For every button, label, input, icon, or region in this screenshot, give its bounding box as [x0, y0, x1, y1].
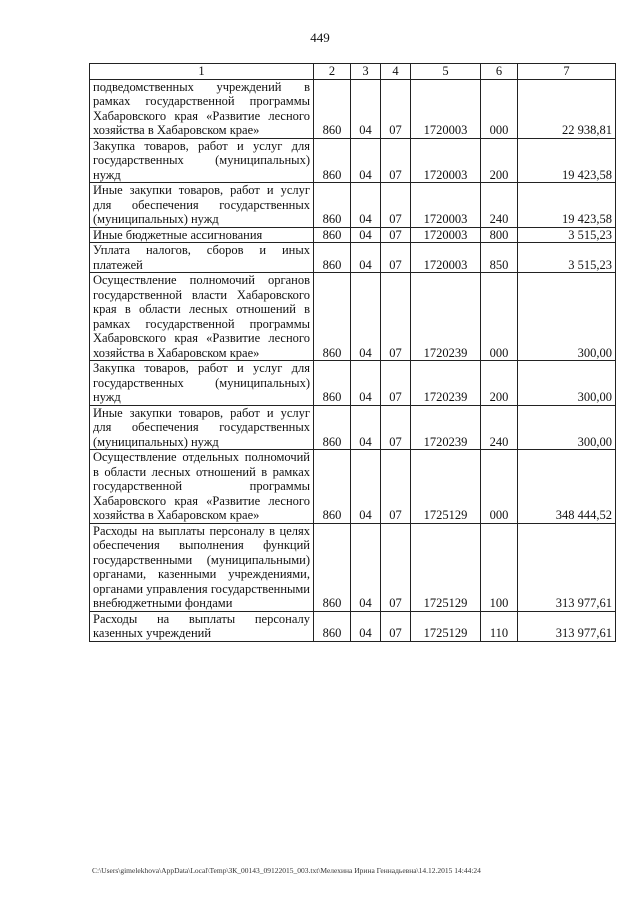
expense-name: Расходы на выплаты персоналу в целях обеспечения выполнения функций государственными (муниципальными) органами, казенными учреждениями, органами управления государственными внебюджетными фондами: [90, 523, 314, 611]
column-header: 2: [314, 64, 351, 80]
section-code: 04: [351, 523, 381, 611]
target-item-code: 1725129: [411, 450, 481, 524]
ministry-code: 860: [314, 138, 351, 183]
column-header: 3: [351, 64, 381, 80]
expense-name: Иные закупки товаров, работ и услуг для обеспечения государственных (муниципальных) нужд: [90, 405, 314, 450]
amount: 300,00: [518, 273, 616, 361]
amount: 300,00: [518, 361, 616, 406]
ministry-code: 860: [314, 405, 351, 450]
table-row: [90, 79, 616, 138]
section-code: 04: [351, 405, 381, 450]
amount: 3 515,23: [518, 243, 616, 273]
ministry-code: 860: [314, 273, 351, 361]
column-header: 6: [481, 64, 518, 80]
table-row: [90, 361, 616, 406]
section-code: 04: [351, 611, 381, 641]
section-code: 04: [351, 243, 381, 273]
column-header: 5: [411, 64, 481, 80]
section-code: 04: [351, 227, 381, 243]
column-header: 1: [90, 64, 314, 80]
file-path-footer: C:\Users\gimelekhova\AppData\Local\Temp\ЗК_00143_09122015_003.txt\Мелехина Ирина Геннадьевна\14.12.2015 14:44:24: [92, 866, 481, 875]
ministry-code: 860: [314, 183, 351, 228]
expense-type-code: 000: [481, 273, 518, 361]
table-header-row: [90, 64, 616, 80]
expense-name: подведомственных учреждений в рамках государственной программы Хабаровского края «Развитие лесного хозяйства в Хабаровском крае»: [90, 79, 314, 138]
expense-type-code: 100: [481, 523, 518, 611]
section-code: 04: [351, 361, 381, 406]
expense-name: Иные закупки товаров, работ и услуг для обеспечения государственных (муниципальных) нужд: [90, 183, 314, 228]
expense-name: Уплата налогов, сборов и иных платежей: [90, 243, 314, 273]
subsection-code: 07: [381, 138, 411, 183]
subsection-code: 07: [381, 611, 411, 641]
section-code: 04: [351, 79, 381, 138]
ministry-code: 860: [314, 361, 351, 406]
subsection-code: 07: [381, 361, 411, 406]
amount: 300,00: [518, 405, 616, 450]
target-item-code: 1720003: [411, 79, 481, 138]
expense-name: Закупка товаров, работ и услуг для государственных (муниципальных) нужд: [90, 361, 314, 406]
expense-name: Осуществление отдельных полномочий в области лесных отношений в рамках государственной программы Хабаровского края «Развитие лесного хозяйства в Хабаровском крае»: [90, 450, 314, 524]
page-number: 449: [310, 30, 330, 45]
amount: 313 977,61: [518, 611, 616, 641]
ministry-code: 860: [314, 243, 351, 273]
subsection-code: 07: [381, 227, 411, 243]
expense-type-code: 000: [481, 450, 518, 524]
target-item-code: 1720239: [411, 361, 481, 406]
amount: 19 423,58: [518, 138, 616, 183]
table-row: [90, 227, 616, 243]
target-item-code: 1720003: [411, 243, 481, 273]
expense-name: Иные бюджетные ассигнования: [90, 227, 314, 243]
subsection-code: 07: [381, 79, 411, 138]
budget-table: [89, 63, 616, 642]
target-item-code: 1725129: [411, 523, 481, 611]
ministry-code: 860: [314, 450, 351, 524]
expense-type-code: 110: [481, 611, 518, 641]
table-row: [90, 405, 616, 450]
column-header: 4: [381, 64, 411, 80]
section-code: 04: [351, 450, 381, 524]
ministry-code: 860: [314, 611, 351, 641]
ministry-code: 860: [314, 227, 351, 243]
subsection-code: 07: [381, 523, 411, 611]
table-row: [90, 183, 616, 228]
table-row: [90, 138, 616, 183]
expense-type-code: 800: [481, 227, 518, 243]
expense-name: Осуществление полномочий органов государственной власти Хабаровского края в области лесных отношений в рамках государственной программы Хабаровского края «Развитие лесного хозяйства в Хабаровском крае»: [90, 273, 314, 361]
expense-name: Закупка товаров, работ и услуг для государственных (муниципальных) нужд: [90, 138, 314, 183]
table-row: [90, 243, 616, 273]
table-row: [90, 450, 616, 524]
target-item-code: 1725129: [411, 611, 481, 641]
table-row: [90, 611, 616, 641]
section-code: 04: [351, 138, 381, 183]
table-row: [90, 523, 616, 611]
subsection-code: 07: [381, 183, 411, 228]
target-item-code: 1720003: [411, 183, 481, 228]
amount: 3 515,23: [518, 227, 616, 243]
amount: 348 444,52: [518, 450, 616, 524]
amount: 313 977,61: [518, 523, 616, 611]
subsection-code: 07: [381, 273, 411, 361]
expense-name: Расходы на выплаты персоналу казенных учреждений: [90, 611, 314, 641]
target-item-code: 1720239: [411, 273, 481, 361]
table-row: [90, 273, 616, 361]
column-header: 7: [518, 64, 616, 80]
target-item-code: 1720239: [411, 405, 481, 450]
expense-type-code: 000: [481, 79, 518, 138]
amount: 19 423,58: [518, 183, 616, 228]
expense-type-code: 240: [481, 183, 518, 228]
expense-type-code: 200: [481, 138, 518, 183]
expense-type-code: 850: [481, 243, 518, 273]
expense-type-code: 240: [481, 405, 518, 450]
section-code: 04: [351, 183, 381, 228]
subsection-code: 07: [381, 405, 411, 450]
amount: 22 938,81: [518, 79, 616, 138]
expense-type-code: 200: [481, 361, 518, 406]
ministry-code: 860: [314, 523, 351, 611]
target-item-code: 1720003: [411, 227, 481, 243]
ministry-code: 860: [314, 79, 351, 138]
subsection-code: 07: [381, 243, 411, 273]
section-code: 04: [351, 273, 381, 361]
target-item-code: 1720003: [411, 138, 481, 183]
subsection-code: 07: [381, 450, 411, 524]
